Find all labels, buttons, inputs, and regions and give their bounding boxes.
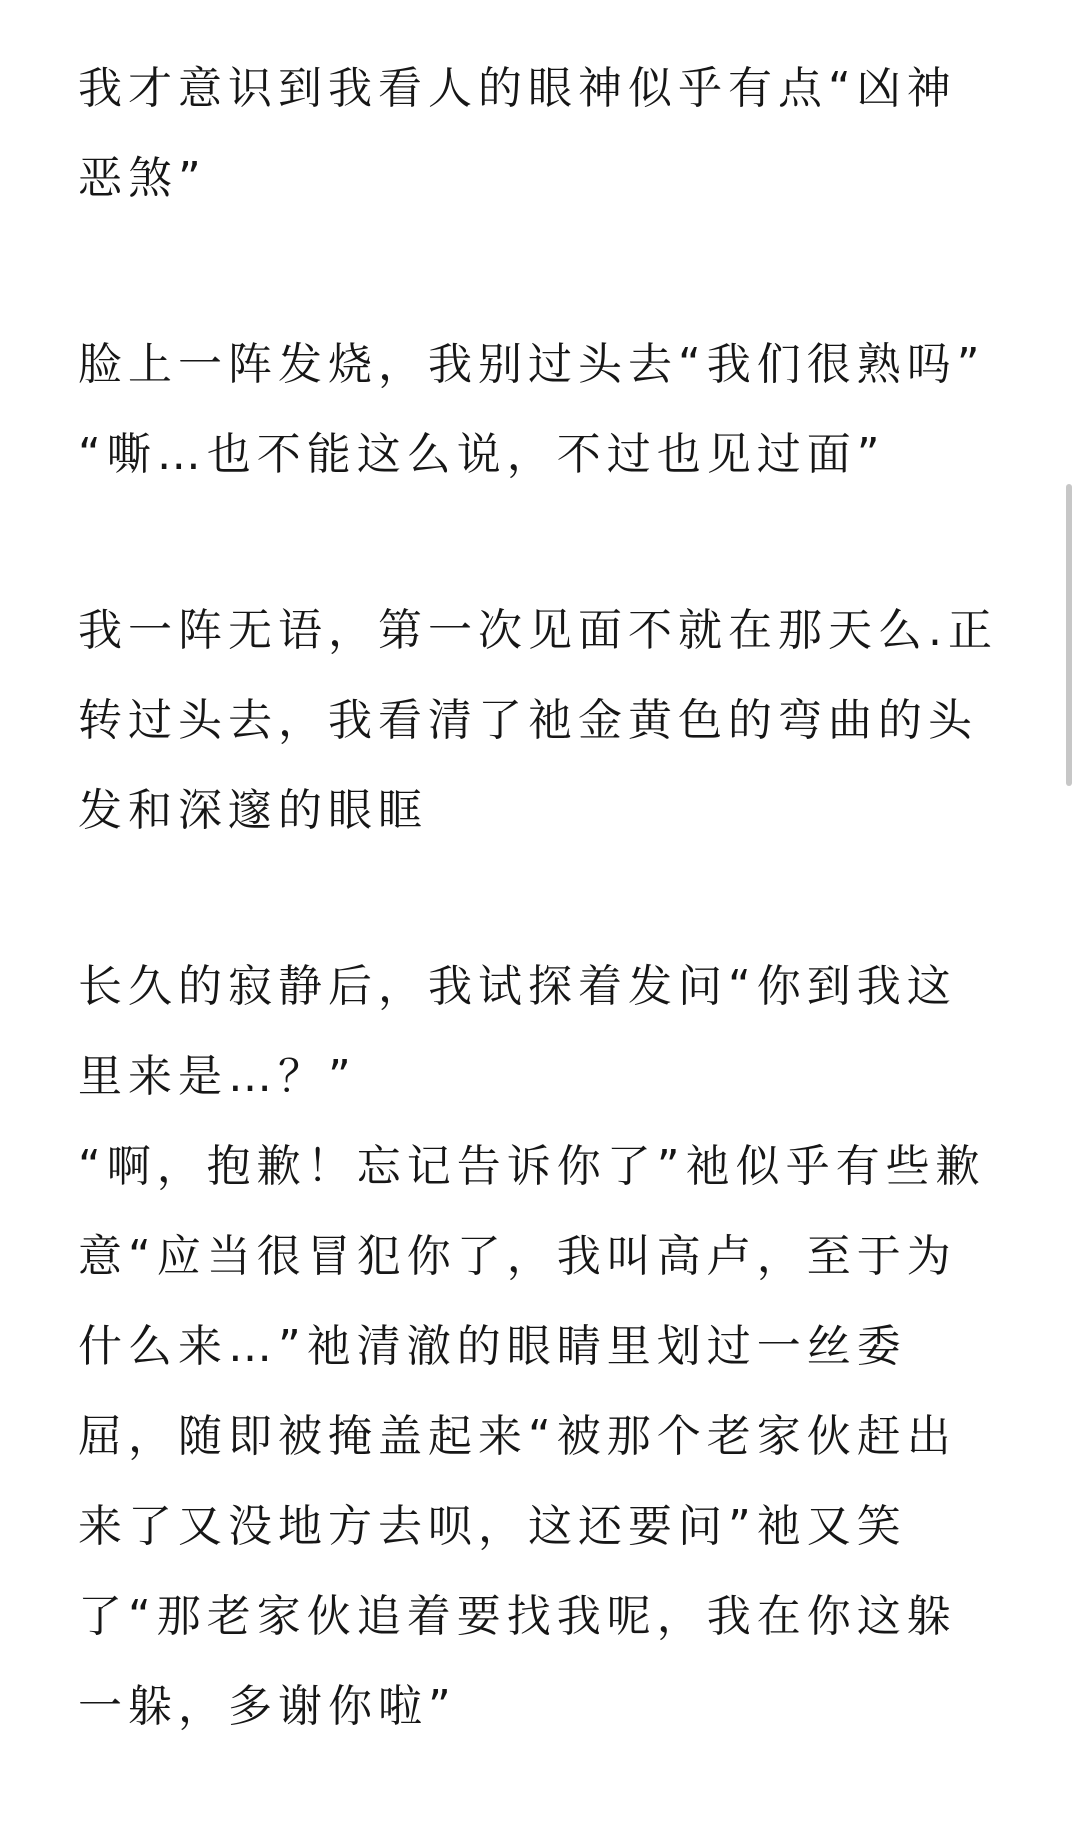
paragraph: “嘶…也不能这么说，不过也见过面” <box>78 429 886 480</box>
paragraph-spacer <box>78 224 1000 320</box>
scrollbar-thumb[interactable] <box>1066 484 1072 786</box>
paragraph: 脸上一阵发烧，我别过头去“我们很熟吗” <box>78 339 986 390</box>
paragraph: 我才意识到我看人的眼神似乎有点“凶神恶煞” <box>78 63 957 204</box>
document-body <box>78 44 1000 1752</box>
paragraph: 我一阵无语，第一次见面不就在那天么.正转过头去，我看清了祂金黄色的弯曲的头发和深邃的眼眶 <box>78 605 998 836</box>
paragraph: 长久的寂静后，我试探着发问“你到我这里来是…？” <box>78 961 957 1102</box>
paragraph-spacer <box>78 856 1000 942</box>
paragraph: “啊，抱歉！忘记告诉你了”祂似乎有些歉意“应当很冒犯你了，我叫高卢，至于为什么来…”祂清澈的眼睛里划过一丝委屈，随即被掩盖起来“被那个老家伙赶出来了又没地方去呗，这还要问”祂又笑了“那老家伙追着要找我呢，我在你这躲一躲，多谢你啦” <box>78 1141 986 1732</box>
paragraph-spacer <box>78 500 1000 586</box>
